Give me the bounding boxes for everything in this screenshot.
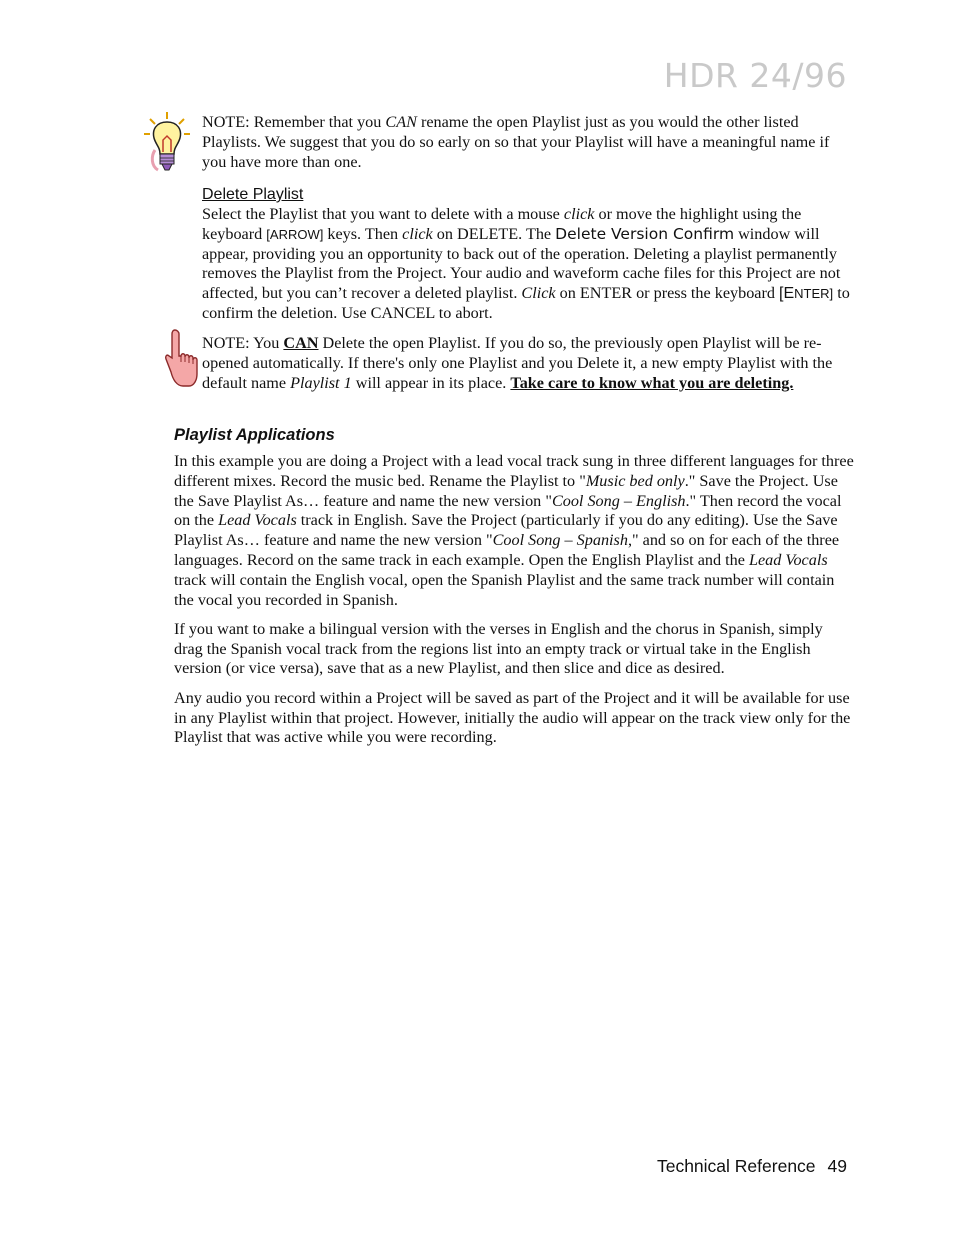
note-text: NOTE: You bbox=[202, 334, 284, 352]
text: keys. Then bbox=[323, 224, 403, 243]
arrow-key-label: [ARROW] bbox=[266, 226, 324, 242]
emphasis: Click bbox=[521, 284, 556, 303]
text: on DELETE. The bbox=[432, 224, 556, 243]
warning-text: Take care to know what you are deleting. bbox=[510, 373, 794, 392]
paragraph: If you want to make a bilingual version with the verses in English and the chorus in Spanish, simply drag the Spanish vocal track from the regions list into an empty track or virtual take in the English version (or vice versa), save that as a new Playlist, and then slice and dice as desired. bbox=[174, 619, 823, 678]
emphasis: click bbox=[563, 205, 595, 223]
note-text: rename the open Playlist just as you would the other listed Playlists. We suggest that you do so early on so that your Playlist will have a meaningful name if you have more than one. bbox=[202, 113, 830, 171]
paragraph: In this example you are doing a Project with a lead vocal track sung in three different languages for three different mixes. Record the music bed. Rename the Playlist to "Music bed only." Save the Project. Use the Save Playlist As… feature and name the new version "Cool Song – English." Then record the vocal on the Lead Vocals track in English. Save the Project (particularly if you do any editing). Use the Save Playlist As… feature and name the new version "Cool Song – Spanish," and so on for each of the three languages. Record on the same track in each example. Open the English Playlist and the Lead Vocals track will contain the English vocal, open the Spanish Playlist and the same track number will contain the vocal you recorded in Spanish. bbox=[174, 452, 854, 609]
text: on ENTER or press the keyboard bbox=[555, 284, 780, 303]
note-text: Delete the open Playlist. If you do so, the previously open Playlist will be re-opened automatically. If there's only one Playlist and you Delete it, a new empty Playlist with the default name bbox=[202, 334, 833, 392]
note-rename-playlist bbox=[202, 113, 852, 172]
page-header-title: HDR 24/96 bbox=[663, 56, 847, 95]
enter-key-label: [ENTER] bbox=[779, 285, 834, 303]
paragraph: Any audio you record within a Project will be saved as part of the Project and it will be available for use in any Playlist within that project. However, initially the audio will appear on the track view only for the Playlist that was active while you were recording. bbox=[174, 688, 851, 747]
footer-label: Technical Reference bbox=[656, 1156, 816, 1176]
window-name: Delete Version Confirm bbox=[555, 224, 735, 243]
lightbulb-icon bbox=[142, 110, 192, 174]
text: to confirm the deletion. Use CANCEL to abort. bbox=[202, 284, 850, 322]
page-footer bbox=[657, 1156, 847, 1177]
emphasis-can: CAN bbox=[385, 113, 417, 131]
raised-finger-hand-icon bbox=[163, 328, 199, 390]
note-text: NOTE: Remember that you bbox=[202, 113, 386, 131]
delete-playlist-paragraph bbox=[202, 205, 852, 324]
section-heading: Playlist Applications bbox=[174, 426, 335, 444]
default-playlist-name: Playlist 1 bbox=[290, 373, 352, 392]
text: or move the highlight using the keyboard bbox=[202, 205, 802, 243]
text: window will appear, providing you an opportunity to back out of the operation. Deleting a playlist permanently removes the Playlist from the Project. Your audio and waveform cache files for this Project are not affected, but you can’t recover a deleted playlist. bbox=[202, 224, 841, 303]
delete-playlist-heading: Delete Playlist bbox=[202, 186, 304, 203]
emphasis: click bbox=[402, 224, 433, 243]
page-number: 49 bbox=[827, 1156, 847, 1176]
text: Select the Playlist that you want to delete with a mouse bbox=[202, 205, 564, 223]
section-body bbox=[174, 452, 854, 758]
note-text: will appear in its place. bbox=[351, 373, 511, 392]
emphasis-can: CAN bbox=[283, 334, 319, 352]
note-delete-warning bbox=[202, 334, 852, 393]
